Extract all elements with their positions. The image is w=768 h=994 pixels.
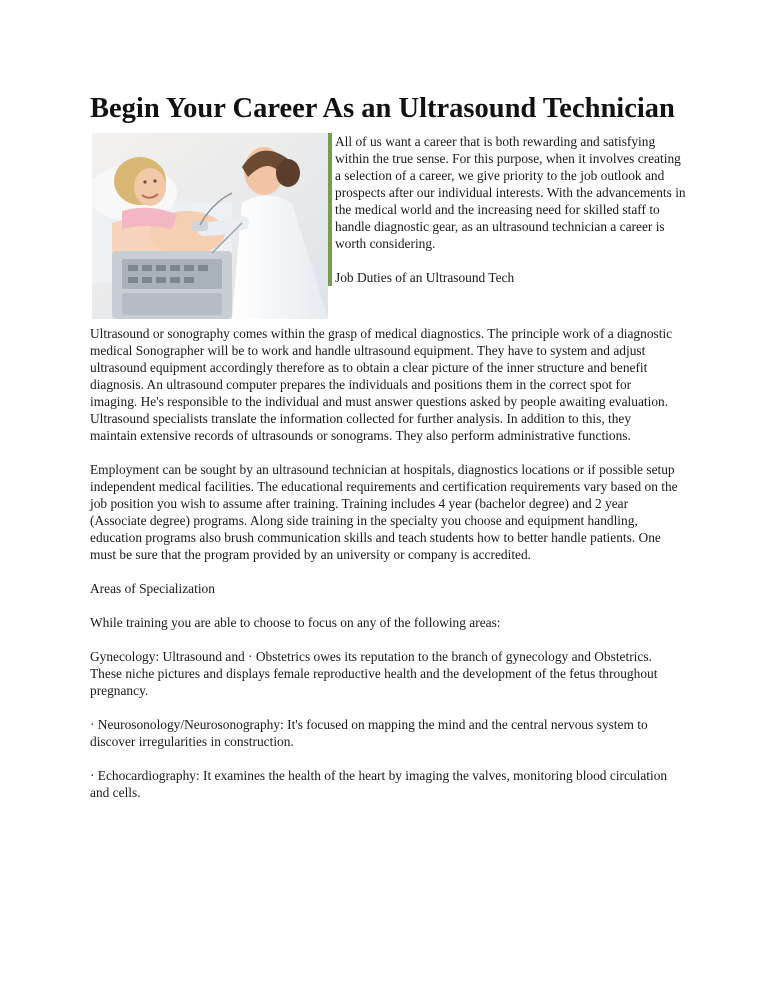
intro-paragraph: All of us want a career that is both rewarding and satisfying within the true sense. For this purpose, when it involves creating a selection of a career, we give priority to the job outlook and prospects after our individual interests. With the advancements in the medical world and the increasing need for skilled staff to handle diagnostic gear, as an ultrasound technician a career is worth considering. xyxy=(335,134,686,251)
areas-heading: Areas of Specialization xyxy=(90,581,215,596)
paragraph-neurosonology: · Neurosonology/Neurosonography: It's focused on mapping the mind and the central nervous system to discover irregularities in construction. xyxy=(90,717,648,749)
paragraph-echocardiography: · Echocardiography: It examines the health of the heart by imaging the valves, monitoring blood circulation and cells. xyxy=(90,768,668,800)
paragraph-gynecology: Gynecology: Ultrasound and · Obstetrics owes its reputation to the branch of gynecology and Obstetrics. These niche pictures and displays female reproductive health and the development of the fetus throughout pregnancy. xyxy=(90,649,658,698)
intro-section xyxy=(90,133,686,325)
ultrasound-photo xyxy=(92,133,328,319)
paragraph-employment: Employment can be sought by an ultrasound technician at hospitals, diagnostics locations or if possible setup independent medical facilities. The educational requirements and certification requirements vary based on the job position you wish to assume after training. Training includes 4 year (bachelor degree) and 2 year (Associate degree) programs. Along side training in the specialty you choose and equipment handling, education programs also brush communication skills and teach students how to better handle patients. One must be sure that the program provided by an university or company is accredited. xyxy=(90,462,678,562)
body-text xyxy=(90,325,680,801)
job-duties-heading: Job Duties of an Ultrasound Tech xyxy=(335,270,515,285)
paragraph-training-areas: While training you are able to choose to focus on any of the following areas: xyxy=(90,615,501,630)
page-title: Begin Your Career As an Ultrasound Technician xyxy=(90,93,675,124)
document-page xyxy=(90,92,686,818)
paragraph-sonography: Ultrasound or sonography comes within the grasp of medical diagnostics. The principle work of a diagnostic medical Sonographer will be to work and handle ultrasound equipment. They have to system and adjust ultrasound equipment accordingly therefore as to obtain a clear picture of the inner structure and benefit diagnosis. An ultrasound computer prepares the individuals and positions them in the correct spot for imaging. He's responsible to the individual and must answer questions asked by people awaiting evaluation. Ultrasound specialists translate the information collected for further analysis. In addition to this, they maintain extensive records of ultrasounds or sonograms. They also perform administrative functions. xyxy=(90,326,673,443)
intro-side-text xyxy=(328,133,687,286)
